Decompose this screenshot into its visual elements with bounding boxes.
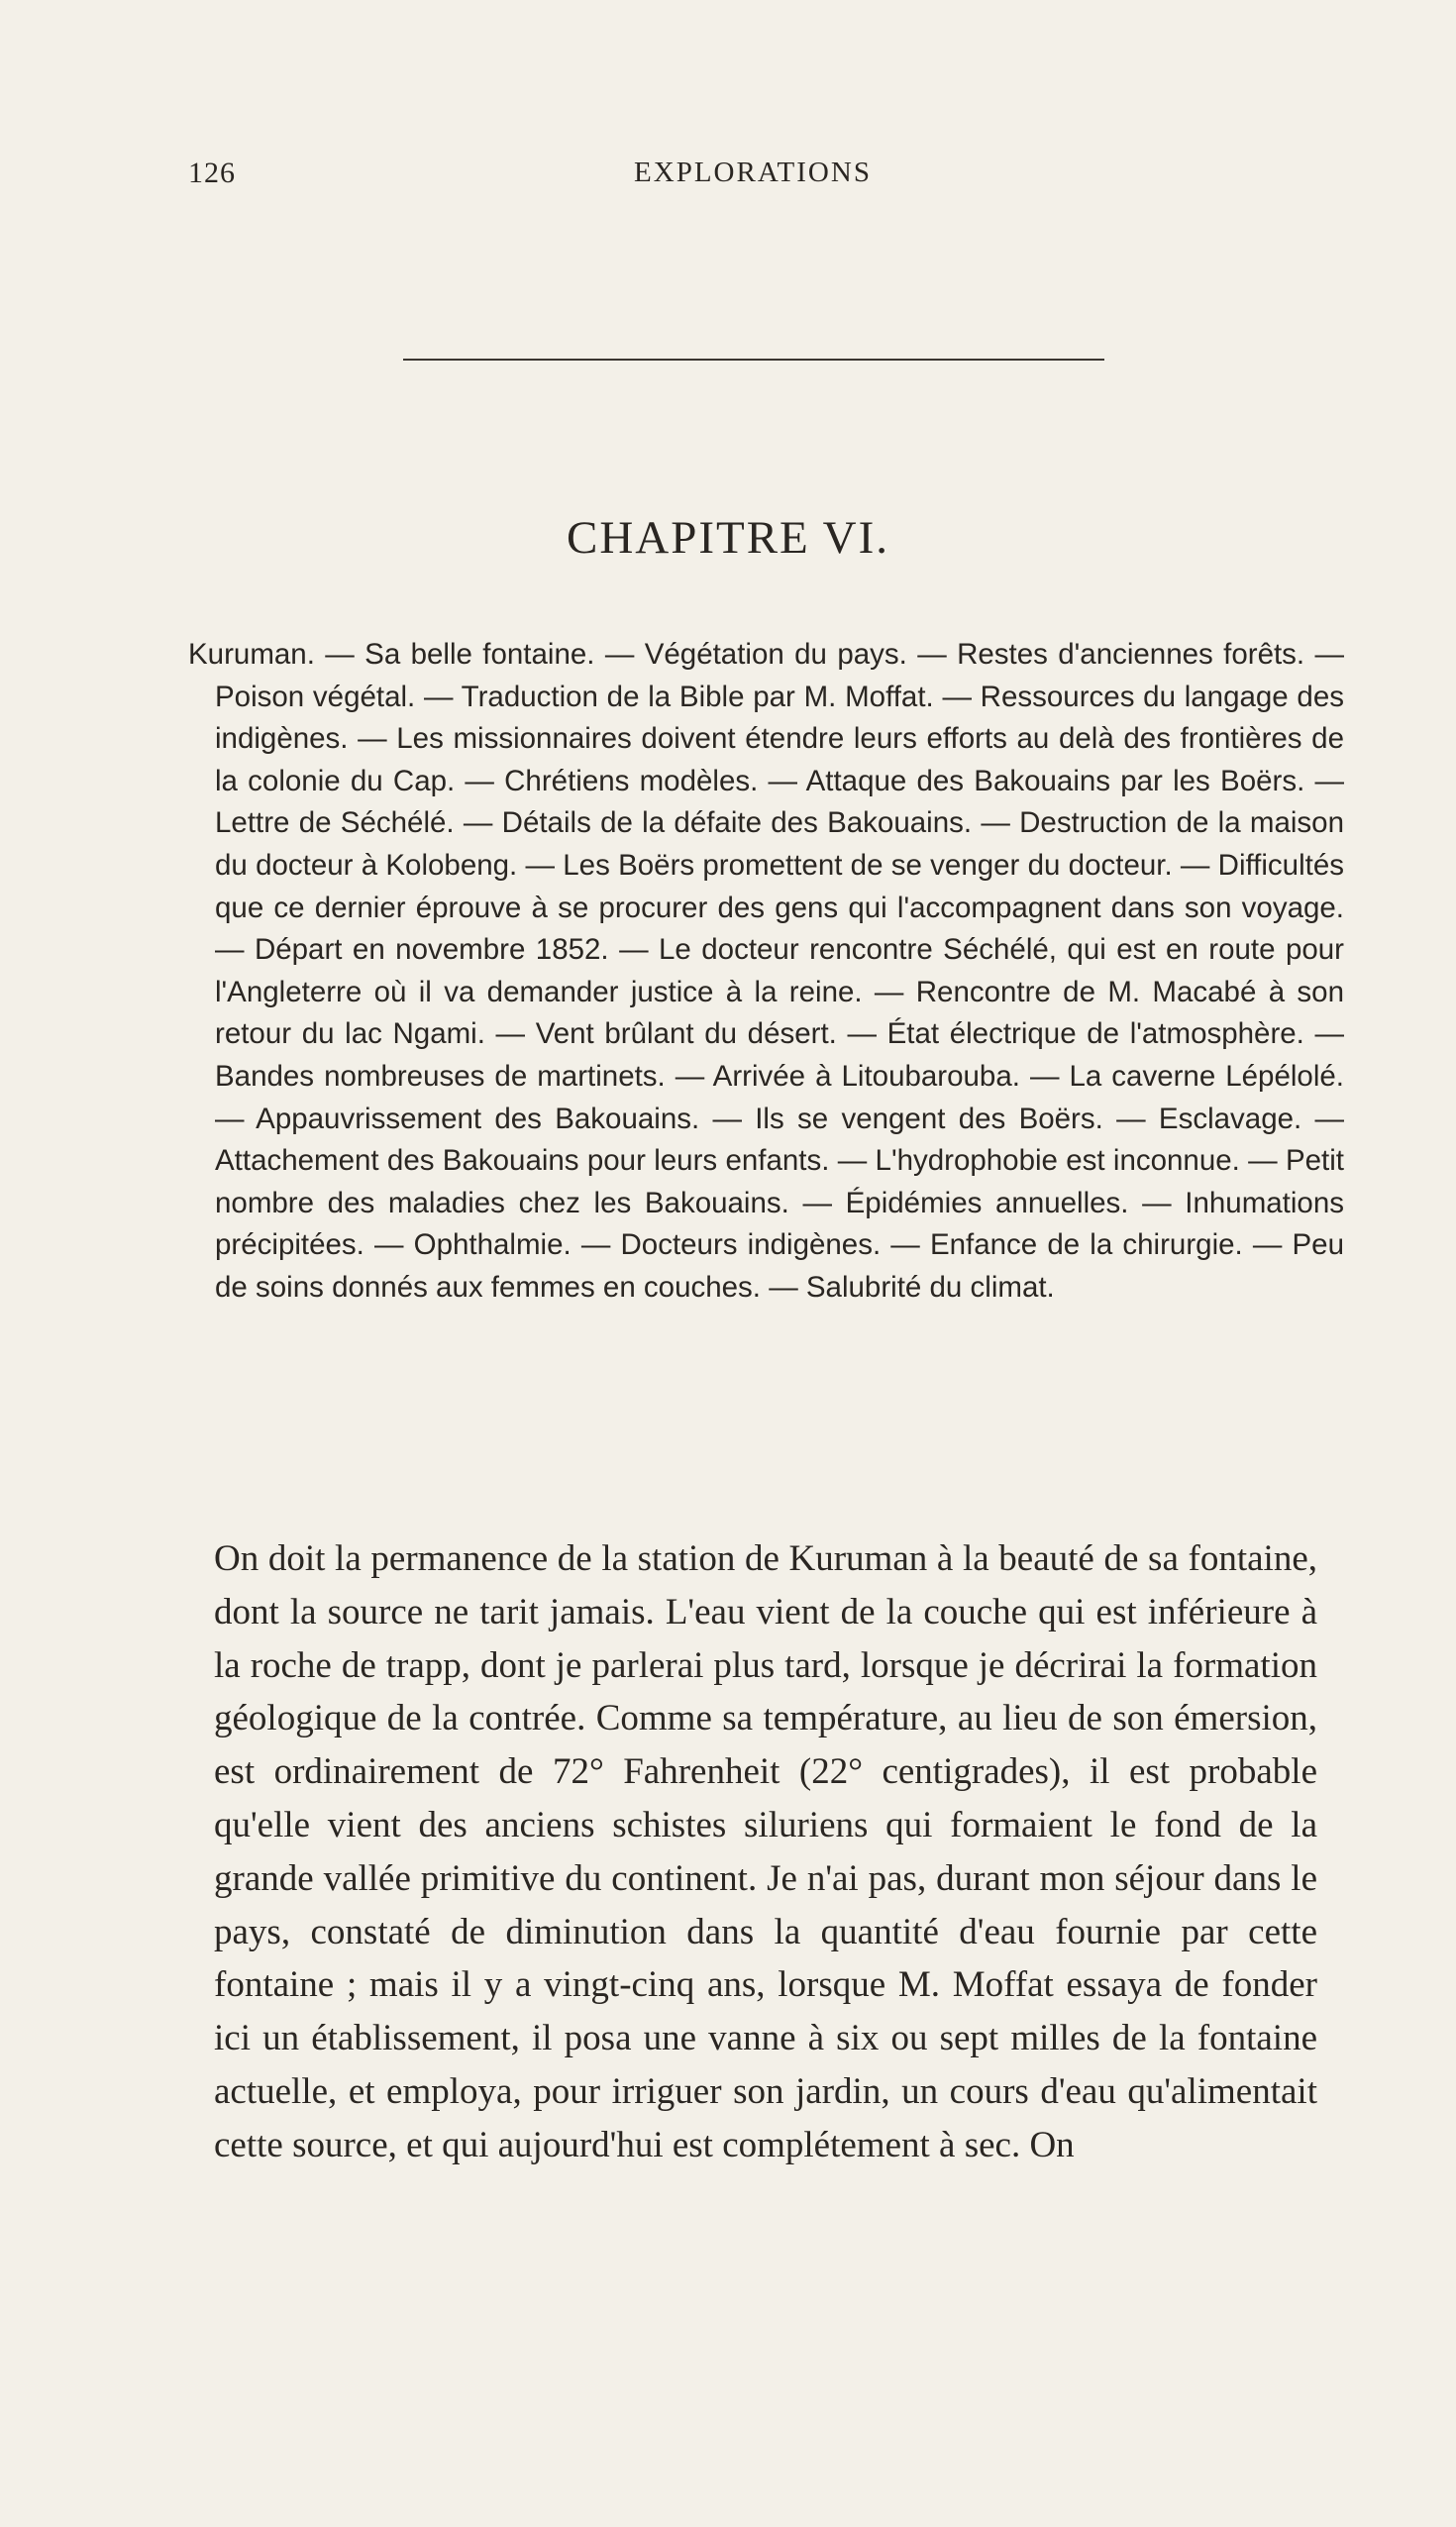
chapter-title: CHAPITRE VI. <box>566 512 890 564</box>
running-title: EXPLORATIONS <box>634 157 872 188</box>
chapter-summary: Kuruman. — Sa belle fontaine. — Végétation du pays. — Restes d'anciennes forêts. — Poison végétal. — Traduction de la Bible par M. Moffat. — Ressources du langage des indigènes. — Les missionnaires doivent étendre leurs efforts au delà des frontières de la colonie du Cap. — Chrétiens modèles. — Attaque des Bakouains par les Boërs. — Lettre de Séchélé. — Détails de la défaite des Bakouains. — Destruction de la maison du docteur à Kolobeng. — Les Boërs promettent de se venger du docteur. — Difficultés que ce dernier éprouve à se procurer des gens qui l'accompagnent dans son voyage. — Départ en novembre 1852. — Le docteur rencontre Séchélé, qui est en route pour l'Angleterre où il va demander justice à la reine. — Rencontre de M. Macabé à son retour du lac Ngami. — Vent brûlant du désert. — État électrique de l'atmosphère. — Bandes nombreuses de martinets. — Arrivée à Litoubarouba. — La caverne Lépélolé. — Appauvrissement des Bakouains. — Ils se vengent des Boërs. — Esclavage. — Attachement des Bakouains pour leurs enfants. — L'hydrophobie est inconnue. — Petit nombre des maladies chez les Bakouains. — Épidémies annuelles. — Inhumations précipitées. — Ophthalmie. — Docteurs indigènes. — Enfance de la chirurgie. — Peu de soins donnés aux femmes en couches. — Salubrité du climat. <box>188 638 1344 1304</box>
page-number: 126 <box>188 157 236 189</box>
body-paragraph: On doit la permanence de la station de Kuruman à la beauté de sa fontaine, dont la source ne tarit jamais. L'eau vient de la couche qui est inférieure à la roche de trapp, dont je parlerai plus tard, lorsque je décrirai la formation géologique de la contrée. Comme sa température, au lieu de son émersion, est ordinairement de 72° Fahrenheit (22° centigrades), il est probable qu'elle vient des anciens schistes siluriens qui formaient le fond de la grande vallée primitive du continent. Je n'ai pas, durant mon séjour dans le pays, constaté de diminution dans la quantité d'eau fournie par cette fontaine ; mais il y a vingt-cinq ans, lorsque M. Moffat essaya de fonder ici un établissement, il posa une vanne à six ou sept milles de la fontaine actuelle, et employa, pour irriguer son jardin, un cours d'eau qu'alimentait cette source, et qui aujourd'hui est complétement à sec. On <box>214 1538 1317 2165</box>
chapter-rule <box>403 359 1104 361</box>
running-head <box>188 157 1317 196</box>
